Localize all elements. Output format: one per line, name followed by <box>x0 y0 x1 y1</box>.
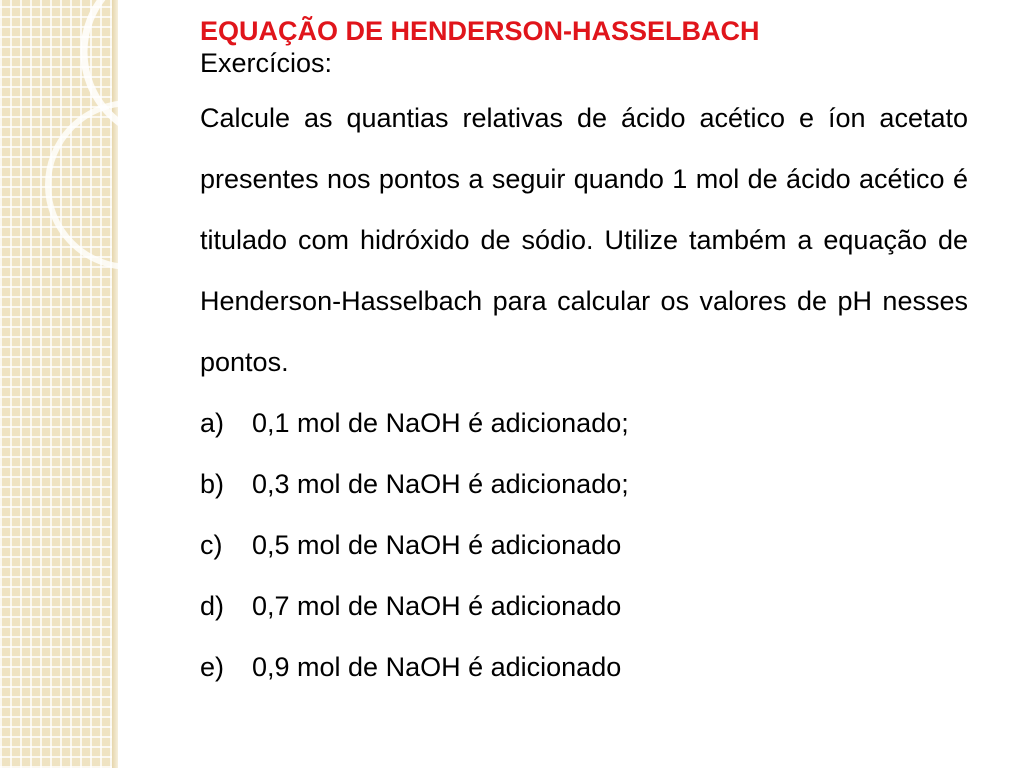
list-item-marker: d) <box>200 591 225 621</box>
list-item-marker: c) <box>200 530 223 560</box>
slide-title: EQUAÇÃO DE HENDERSON-HASSELBACH <box>200 16 760 46</box>
list-item-text: 0,5 mol de NaOH é adicionado <box>252 530 622 560</box>
list-item-text: 0,7 mol de NaOH é adicionado <box>252 591 622 621</box>
list-item-marker: a) <box>200 408 225 438</box>
exercise-items-list <box>200 393 968 698</box>
decorative-circles <box>0 0 200 300</box>
list-item-text: 0,9 mol de NaOH é adicionado <box>252 652 622 682</box>
slide-content <box>200 14 968 698</box>
list-item <box>200 576 968 637</box>
list-item-text: 0,3 mol de NaOH é adicionado; <box>252 469 629 499</box>
list-item-text: 0,1 mol de NaOH é adicionado; <box>252 408 629 438</box>
list-item <box>200 637 968 698</box>
slide-subtitle: Exercícios: <box>200 48 333 78</box>
list-item-marker: b) <box>200 469 225 499</box>
list-item-marker: e) <box>200 652 225 682</box>
list-item <box>200 515 968 576</box>
list-item <box>200 393 968 454</box>
list-item <box>200 454 968 515</box>
exercise-paragraph: Calcule as quantias relativas de ácido acético e íon acetato presentes nos pontos a seguir quando 1 mol de ácido acético é titulado com hidróxido de sódio. Utilize também a equação de Henderson-Hasselbach para calcular os valores de pH nesses pontos. <box>200 103 968 377</box>
